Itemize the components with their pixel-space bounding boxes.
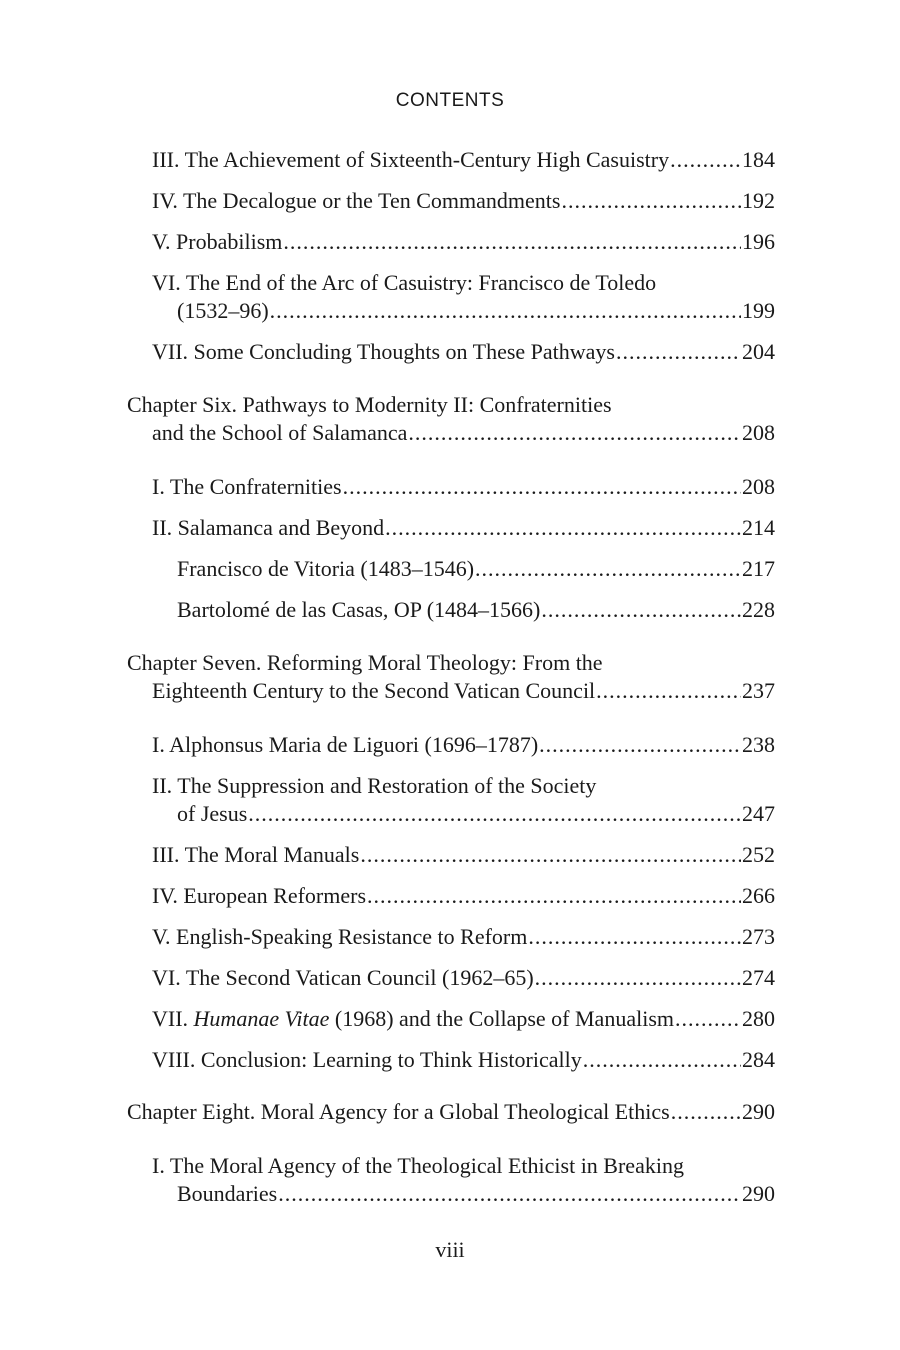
toc-entry-title: Boundaries (177, 1181, 278, 1206)
toc-page-number: 228 (742, 597, 775, 622)
toc-entry-probabilism (0, 228, 900, 256)
dot-leader (670, 146, 741, 174)
dot-leader (541, 596, 741, 624)
toc-entry-bartolome-de-las-casas (0, 596, 900, 624)
dot-leader (278, 1180, 741, 1208)
toc-entry-conclusion (0, 1046, 900, 1074)
toc-chapter-seven (0, 649, 900, 705)
toc-entry-european-reformers (0, 882, 900, 910)
toc-page-number: 284 (742, 1047, 775, 1072)
toc-chapter-title: and the School of Salamanca (152, 420, 408, 445)
dot-leader (561, 187, 741, 215)
toc-entry-title: of Jesus (177, 801, 248, 826)
toc-page-number: 217 (742, 556, 775, 581)
dot-leader (671, 1098, 741, 1126)
toc-entry-francisco-de-toledo (0, 269, 900, 325)
dot-leader (583, 1046, 741, 1074)
toc-page-number: 214 (742, 515, 775, 540)
toc-page-number: 199 (742, 298, 775, 323)
toc-entry-title-line1: II. The Suppression and Restoration of the Society (152, 773, 597, 798)
toc-entry-decalogue (0, 187, 900, 215)
toc-entry-confraternities (0, 473, 900, 501)
toc-entry-title: IV. European Reformers (152, 883, 367, 908)
toc-page-number: 196 (742, 229, 775, 254)
toc-entry-title-suffix: (1968) and the Collapse of Manualism (329, 1006, 674, 1031)
dot-leader (675, 1005, 741, 1033)
dot-leader (408, 419, 741, 447)
toc-chapter-title-line1: Chapter Six. Pathways to Modernity II: Confraternities (127, 392, 612, 417)
toc-page-number: 208 (742, 420, 775, 445)
running-head: CONTENTS (395, 90, 505, 111)
toc-page-number: 237 (742, 678, 775, 703)
dot-leader (596, 677, 741, 705)
toc-page-number: 204 (742, 339, 775, 364)
dot-leader (528, 923, 741, 951)
toc-entry-title-prefix: VII. (152, 1006, 194, 1031)
toc-entry-title (152, 1005, 674, 1033)
toc-entry-title: II. Salamanca and Beyond (152, 515, 385, 540)
toc-page-number: 290 (742, 1099, 775, 1124)
toc-entry-francisco-de-vitoria (0, 555, 900, 583)
toc-entry-title: Bartolomé de las Casas, OP (1484–1566) (177, 597, 541, 622)
dot-leader (367, 882, 741, 910)
toc-page-number: 247 (742, 801, 775, 826)
toc-entry-english-speaking-resistance (0, 923, 900, 951)
toc-page-number: 184 (742, 147, 775, 172)
toc-entry-title: VIII. Conclusion: Learning to Think Historically (152, 1047, 582, 1072)
toc-entry-title: III. The Achievement of Sixteenth-Century High Casuistry (152, 147, 670, 172)
toc-entry-title: III. The Moral Manuals (152, 842, 360, 867)
dot-leader (360, 841, 741, 869)
toc-page-number: 266 (742, 883, 775, 908)
toc-entry-title-italic: Humanae Vitae (193, 1006, 330, 1031)
toc-page-number: 273 (742, 924, 775, 949)
toc-page-number: 208 (742, 474, 775, 499)
toc-entry-society-of-jesus (0, 772, 900, 828)
page-number: viii (435, 1237, 465, 1262)
toc-entry-alphonsus-liguori (0, 731, 900, 759)
toc-entry-title: IV. The Decalogue or the Ten Commandments (152, 188, 561, 213)
toc-entry-title: VII. Some Concluding Thoughts on These Pathways (152, 339, 615, 364)
toc-chapter-title-line1: Chapter Seven. Reforming Moral Theology: From the (127, 650, 603, 675)
toc-entry-concluding-thoughts (0, 338, 900, 366)
toc-entry-title-line1: VI. The End of the Arc of Casuistry: Francisco de Toledo (152, 270, 657, 295)
dot-leader (535, 964, 741, 992)
dot-leader (385, 514, 741, 542)
toc-entry-moral-manuals (0, 841, 900, 869)
toc-entry-salamanca (0, 514, 900, 542)
toc-chapter-title: Chapter Eight. Moral Agency for a Global Theological Ethics (127, 1099, 670, 1124)
toc-page-number: 280 (742, 1006, 775, 1031)
toc-page-number: 192 (742, 188, 775, 213)
toc-entry-title-line1: I. The Moral Agency of the Theological Ethicist in Breaking (152, 1153, 684, 1178)
dot-leader (475, 555, 741, 583)
toc-entry-title: V. Probabilism (152, 229, 283, 254)
toc-entry-title: (1532–96) (177, 298, 269, 323)
dot-leader (270, 297, 741, 325)
toc-entry-sixteenth-century-casuistry (0, 146, 900, 174)
toc-entry-title: VI. The Second Vatican Council (1962–65) (152, 965, 534, 990)
toc-entry-moral-agency-breaking-boundaries (0, 1152, 900, 1208)
toc-page-number: 238 (742, 732, 775, 757)
dot-leader (283, 228, 741, 256)
dot-leader (539, 731, 741, 759)
dot-leader (616, 338, 741, 366)
toc-page-number: 252 (742, 842, 775, 867)
toc-entry-title: I. Alphonsus Maria de Liguori (1696–1787) (152, 732, 539, 757)
toc-chapter-title: Eighteenth Century to the Second Vatican Council (152, 678, 596, 703)
toc-chapter-six (0, 391, 900, 447)
toc-entry-humanae-vitae (0, 1005, 900, 1033)
toc-entry-second-vatican-council (0, 964, 900, 992)
toc-entry-title: V. English-Speaking Resistance to Reform (152, 924, 528, 949)
toc-entry-title: Francisco de Vitoria (1483–1546) (177, 556, 475, 581)
toc-page-number: 290 (742, 1181, 775, 1206)
toc-page-number: 274 (742, 965, 775, 990)
toc-chapter-eight (0, 1098, 900, 1126)
dot-leader (343, 473, 741, 501)
dot-leader (248, 800, 741, 828)
toc-entry-title: I. The Confraternities (152, 474, 342, 499)
